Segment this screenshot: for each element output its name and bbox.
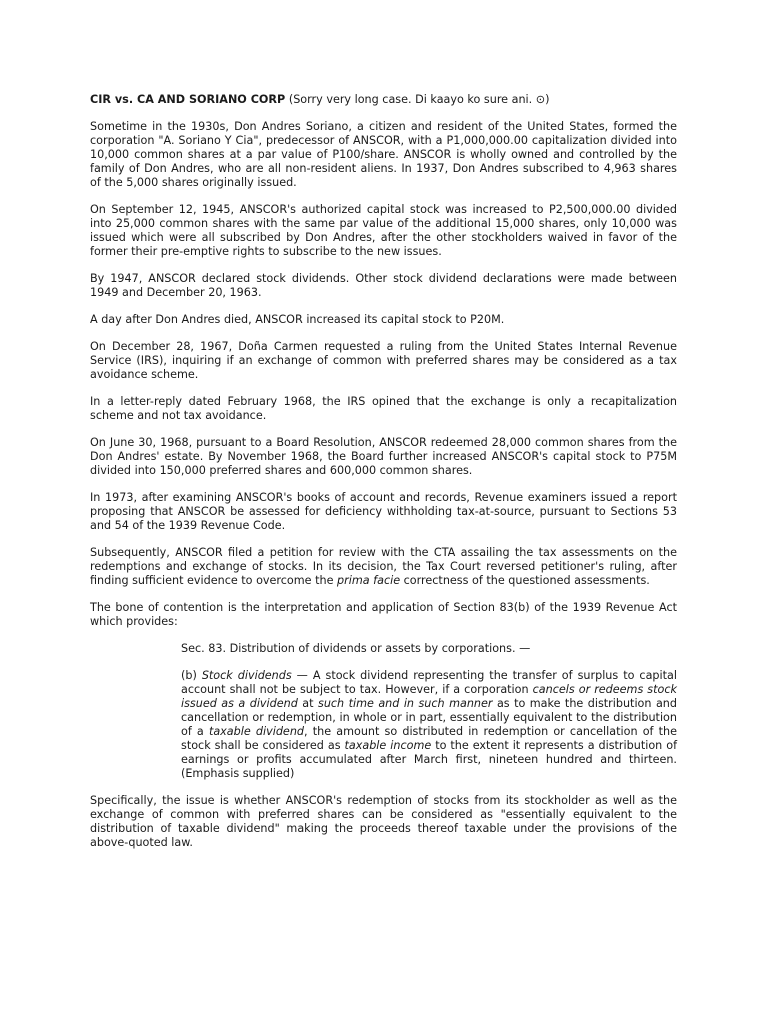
paragraph-irs-request: On December 28, 1967, Doña Carmen requested a ruling from the United States Internal Revenue Service (IRS), inquiring if an exchange of common with preferred shares may be considered as a tax avoidance scheme.	[90, 340, 677, 381]
b-emphasis-1: Stock dividends	[201, 669, 292, 682]
paragraph-irs-reply: In a letter-reply dated February 1968, the IRS opined that the exchange is only a recapitalization scheme and not tax avoidance.	[90, 395, 677, 422]
b-emphasis-5: taxable income	[344, 739, 432, 752]
paragraph-contention: The bone of contention is the interpretation and application of Section 83(b) of the 1939 Revenue Act which provides:	[90, 601, 677, 628]
paragraph-cta-petition	[90, 546, 677, 588]
title-note: (Sorry very long case. Di kaayo ko sure ani. ⊙)	[288, 93, 550, 106]
b-emphasis-2: cancels or redeems stock issued as a dividend	[181, 683, 677, 710]
p9-text-a: Subsequently, ANSCOR filed a petition for review with the CTA assailing the tax assessments on the redemptions and exchange of stocks. In its decision, the Tax Court reversed petitioner's ruling, after finding sufficient evidence to overcome the	[90, 546, 677, 587]
section-b-text	[181, 669, 677, 781]
b-text-5: to the extent it represents a distribution of earnings or profits accumulated after March first, nineteen hundred and thirteen. (Emphasis supplied)	[181, 739, 678, 780]
b-prefix: (b)	[181, 669, 202, 682]
document-body	[90, 93, 677, 863]
case-title: CIR vs. CA AND SORIANO CORP	[90, 93, 286, 106]
b-text-1: — A stock dividend representing the transfer of surplus to capital account shall not be subject to tax. However, if a corporation	[181, 669, 677, 696]
paragraph-death: A day after Don Andres died, ANSCOR increased its capital stock to P20M.	[90, 313, 505, 326]
quoted-provision	[181, 642, 677, 781]
b-emphasis-3: such time and in such manner	[317, 697, 493, 710]
b-text-3: as to make the distribution and cancellation or redemption, in whole or in part, essentially equivalent to the distribution of a	[181, 697, 677, 738]
b-emphasis-4: taxable dividend	[208, 725, 305, 738]
paragraph-background: Sometime in the 1930s, Don Andres Soriano, a citizen and resident of the United States, formed the corporation "A. Soriano Y Cia", predecessor of ANSCOR, with a P1,000,000.00 capitalization divided into 10,000 common shares at a par value of P100/share. ANSCOR is wholly owned and controlled by the family of Don Andres, who are all non-resident aliens. In 1937, Don Andres subscribed to 4,963 shares of the 5,000 shares originally issued.	[90, 120, 677, 189]
b-text-2: at	[297, 697, 318, 710]
section-heading: Sec. 83. Distribution of dividends or assets by corporations. —	[181, 642, 531, 655]
paragraph-redemption: On June 30, 1968, pursuant to a Board Resolution, ANSCOR redeemed 28,000 common shares from the Don Andres' estate. By November 1968, the Board further increased ANSCOR's capital stock to P75M divided into 150,000 preferred shares and 600,000 common shares.	[90, 436, 677, 477]
b-text-4: , the amount so distributed in redemption or cancellation of the stock shall be considered as	[181, 725, 677, 752]
paragraph-assessment: In 1973, after examining ANSCOR's books of account and records, Revenue examiners issued a report proposing that ANSCOR be assessed for deficiency withholding tax-at-source, pursuant to Sections 53 and 54 of the 1939 Revenue Code.	[90, 491, 677, 532]
p9-emphasis: prima facie	[337, 574, 401, 587]
paragraph-capital-increase: On September 12, 1945, ANSCOR's authorized capital stock was increased to P2,500,000.00 divided into 25,000 common shares with the same par value of the additional 15,000 shares, only 10,000 was issued which were all subscribed by Don Andres, after the other stockholders waived in favor of the former their pre-emptive rights to subscribe to the new issues.	[90, 203, 677, 258]
paragraph-issue: Specifically, the issue is whether ANSCOR's redemption of stocks from its stockholder as well as the exchange of common with preferred shares can be considered as "essentially equivalent to the distribution of taxable dividend" making the proceeds thereof taxable under the provisions of the above-quoted law.	[90, 794, 677, 849]
paragraph-stock-dividends: By 1947, ANSCOR declared stock dividends. Other stock dividend declarations were made between 1949 and December 20, 1963.	[90, 272, 677, 299]
p9-text-b: correctness of the questioned assessments.	[400, 574, 650, 587]
title-line	[90, 93, 677, 107]
